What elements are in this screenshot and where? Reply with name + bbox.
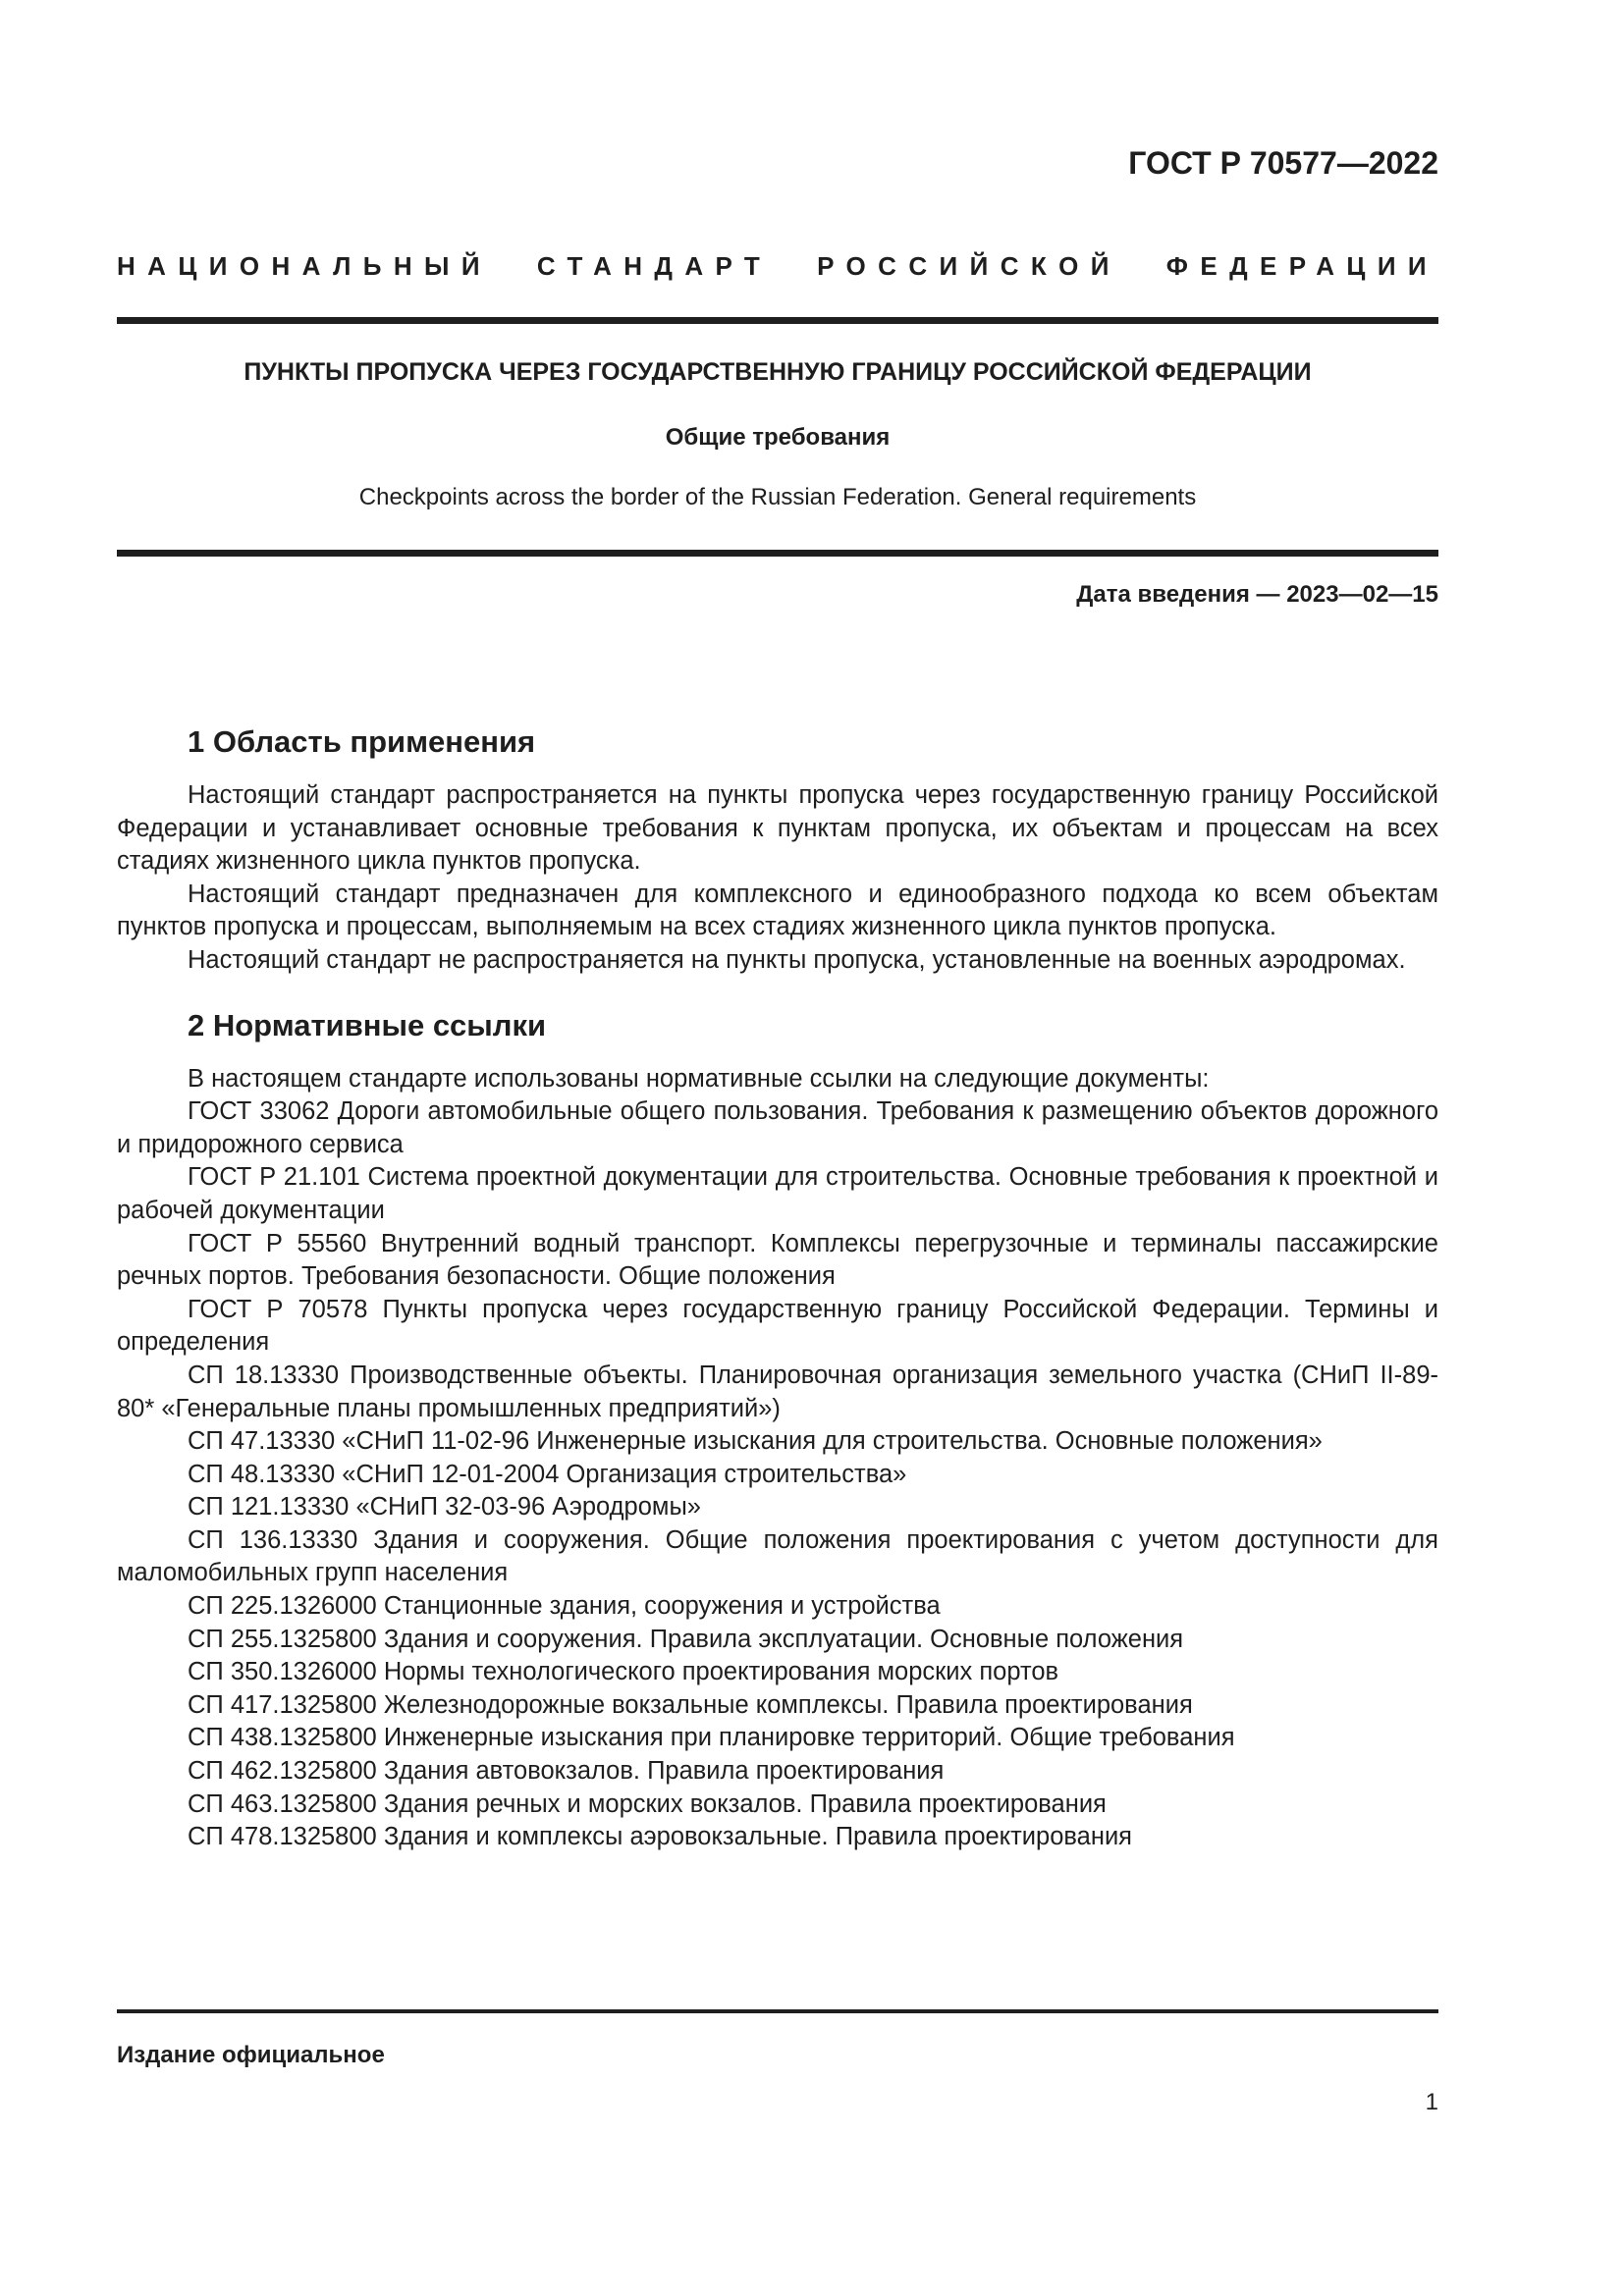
reference-item: СП 438.1325800 Инженерные изыскания при планировке территорий. Общие требования — [188, 1724, 1235, 1752]
reference-item: СП 417.1325800 Железнодорожные вокзальные комплексы. Правила проектирования — [188, 1690, 1193, 1719]
reference-item: СП 463.1325800 Здания речных и морских вокзалов. Правила проектирования — [188, 1789, 1107, 1818]
reference-item: СП 18.13330 Производственные объекты. Планировочная организация земельного участка (СНиП II-89-80* «Генеральные планы промышленных предприятий») — [117, 1361, 1438, 1422]
title-divider — [117, 550, 1438, 557]
footer-divider — [117, 2009, 1438, 2013]
introduction-date: Дата введения — 2023—02—15 — [1076, 581, 1438, 608]
top-divider — [117, 317, 1438, 324]
reference-item: СП 255.1325800 Здания и сооружения. Правила эксплуатации. Основные положения — [188, 1625, 1184, 1653]
page-number: 1 — [1425, 2089, 1438, 2115]
document-title: ПУНКТЫ ПРОПУСКА ЧЕРЕЗ ГОСУДАРСТВЕННУЮ ГРАНИЦУ РОССИЙСКОЙ ФЕДЕРАЦИИ — [244, 358, 1312, 386]
reference-item: ГОСТ 33062 Дороги автомобильные общего пользования. Требования к размещению объектов дорожного и придорожного сервиса — [117, 1097, 1438, 1158]
reference-item: ГОСТ Р 21.101 Система проектной документации для строительства. Основные требования к проектной и рабочей документации — [117, 1163, 1438, 1224]
reference-item: СП 478.1325800 Здания и комплексы аэровокзальные. Правила проектирования — [188, 1823, 1132, 1851]
reference-item: СП 462.1325800 Здания автовокзалов. Правила проектирования — [188, 1757, 945, 1786]
reference-item: ГОСТ Р 55560 Внутренний водный транспорт. Комплексы перегрузочные и терминалы пассажирские речных портов. Требования безопасности. Общие положения — [117, 1229, 1438, 1291]
reference-item: СП 47.13330 «СНиП 11-02-96 Инженерные изыскания для строительства. Основные положения» — [188, 1427, 1323, 1456]
reference-item: ГОСТ Р 70578 Пункты пропуска через государственную границу Российской Федерации. Термины и определения — [117, 1295, 1438, 1357]
document-number: ГОСТ Р 70577—2022 — [1128, 145, 1438, 181]
reference-item: СП 48.13330 «СНиП 12-01-2004 Организация строительства» — [188, 1460, 907, 1488]
paragraph: В настоящем стандарте использованы нормативные ссылки на следующие документы: — [188, 1064, 1210, 1093]
document-body — [117, 722, 1438, 1854]
english-title: Checkpoints across the border of the Russian Federation. General requirements — [358, 484, 1197, 510]
reference-item: СП 225.1326000 Станционные здания, сооружения и устройства — [188, 1592, 941, 1621]
paragraph: Настоящий стандарт не распространяется на пункты пропуска, установленные на военных аэродромах. — [188, 945, 1406, 974]
document-subtitle: Общие требования — [665, 424, 891, 451]
paragraph: Настоящий стандарт предназначен для комплексного и единообразного подхода ко всем объектам пунктов пропуска и процессам, выполняемым на всех стадиях жизненного цикла пунктов пропуска. — [117, 880, 1438, 941]
section-title-scope: 1 Область применения — [188, 724, 536, 759]
paragraph: Настоящий стандарт распространяется на пункты пропуска через государственную границу Российской Федерации и устанавливает основные требования к пунктам пропуска, их объектам и процессам на всех стадиях жизненного цикла пунктов пропуска. — [117, 781, 1438, 876]
reference-item: СП 136.13330 Здания и сооружения. Общие положения проектирования с учетом доступности для маломобильных групп населения — [117, 1525, 1438, 1587]
reference-item: СП 350.1326000 Нормы технологического проектирования морских портов — [188, 1658, 1059, 1686]
section-title-normative-references: 2 Нормативные ссылки — [188, 1007, 547, 1042]
official-edition-label: Издание официальное — [117, 2042, 385, 2068]
reference-item: СП 121.13330 «СНиП 32-03-96 Аэродромы» — [188, 1493, 701, 1522]
document-page — [117, 0, 1438, 2296]
national-standard-header: НАЦИОНАЛЬНЫЙ СТАНДАРТ РОССИЙСКОЙ ФЕДЕРАЦИИ — [117, 251, 1438, 281]
